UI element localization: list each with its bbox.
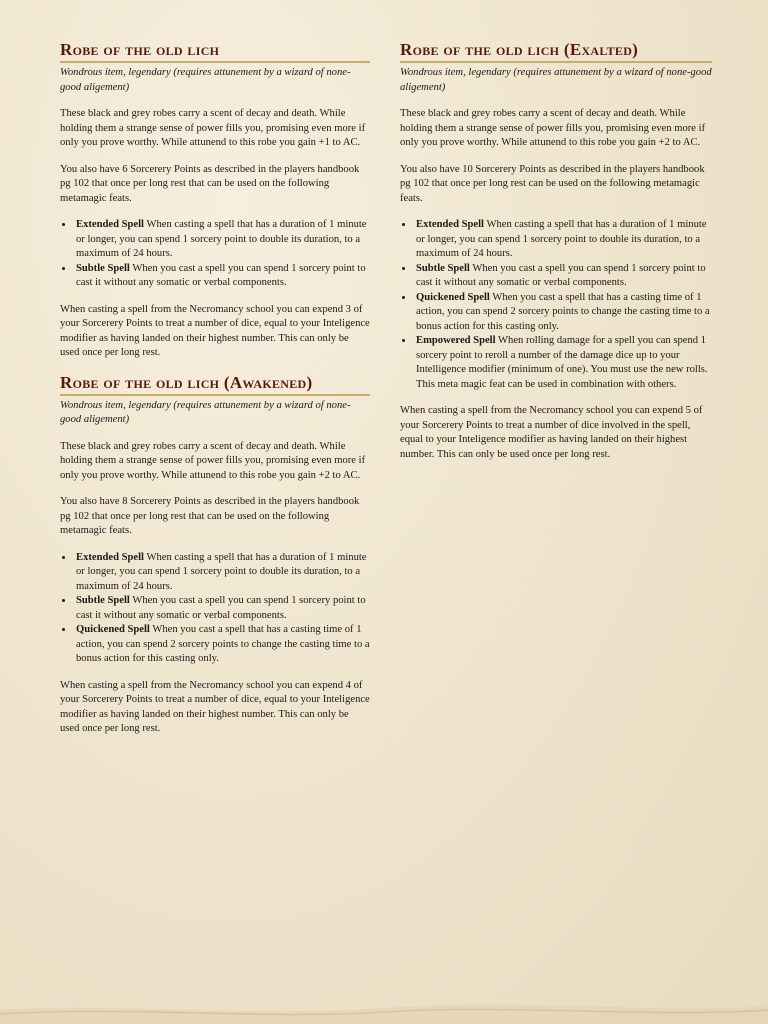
- feat-text: When you cast a spell you can spend 1 sorcery point to cast it without any somatic or verbal components.: [416, 262, 706, 288]
- feat-text: When casting a spell that has a duration of 1 minute or longer, you can spend 1 sorcery point to double its duration, to a maximum of 24 hours.: [76, 219, 367, 259]
- metamagic-list: [400, 218, 712, 392]
- list-item: [74, 594, 370, 623]
- metamagic-list: [60, 218, 370, 291]
- feat-text: When casting a spell that has a duration of 1 minute or longer, you can spend 1 sorcery point to double its duration, to a maximum of 24 hours.: [76, 551, 367, 592]
- list-item: [414, 291, 712, 335]
- item-subtitle: Wondrous item, legendary (requires attunement by a wizard of none-good aligement): [60, 67, 351, 93]
- item-title: Robe of the old lich (Awakened): [60, 373, 370, 396]
- item-robe-of-the-old-lich: [60, 40, 370, 361]
- item-title: Robe of the old lich: [60, 40, 370, 63]
- feat-name: Empowered Spell: [416, 335, 496, 346]
- feat-name: Quickened Spell: [416, 291, 490, 303]
- right-column: [400, 40, 712, 474]
- item-subtitle: Wondrous item, legendary (requires attunement by a wizard of none-good aligement): [60, 399, 351, 425]
- feat-name: Extended Spell: [416, 219, 484, 230]
- feat-text: When you cast a spell that has a casting time of 1 action, you can spend 2 sorcery points to change the casting time to a bonus action for this casting only.: [76, 624, 370, 664]
- list-item: [74, 218, 370, 262]
- item-description: These black and grey robes carry a scent of decay and death. While holding them a strange sense of power fills you, promising even more if only you prove worthy. While attunend to this robe you gain +1 to AC.: [60, 108, 366, 148]
- sorcery-points-text: You also have 8 Sorcerery Points as described in the players handbook pg 102 that once per long rest that can be used on the following metamagic feats.: [60, 496, 360, 536]
- item-description: These black and grey robes carry a scent of decay and death. While holding them a strange sense of power fills you, promising even more if only you prove worthy. While attunend to this robe you gain +2 to AC.: [60, 440, 366, 481]
- item-subtitle: Wondrous item, legendary (requires attunement by a wizard of none-good aligement): [400, 67, 712, 93]
- feat-name: Subtle Spell: [76, 595, 130, 606]
- sorcery-points-text: You also have 10 Sorcerery Points as described in the players handbook pg 102 that once per long rest can be used on the following metamagic feats.: [400, 163, 705, 204]
- feat-text: When casting a spell that has a duration of 1 minute or longer, you can spend 1 sorcery point to double its duration, to a maximum of 24 hours.: [416, 219, 707, 259]
- left-column: [60, 40, 370, 749]
- feat-text: When you cast a spell that has a casting time of 1 action, you can spend 2 sorcery points to change the casting time to a bonus action for this casting only.: [416, 291, 710, 332]
- feat-name: Subtle Spell: [416, 262, 470, 274]
- list-item: [74, 623, 370, 667]
- necromancy-text: When casting a spell from the Necromancy school you can expend 5 of your Sorcerery Points to treat a number of dice involved in the spell, equal to your Inteligence modifier as having landed on their highest number. This can only be used once per long rest.: [400, 405, 703, 460]
- necromancy-text: When casting a spell from the Necromancy school you can expend 4 of your Sorcerery Points to treat a number of dice, equal to your Inteligence modifier as having landed on their highest number. This can only be used once per long rest.: [60, 679, 370, 734]
- item-robe-awakened: [60, 373, 370, 737]
- list-item: [74, 262, 370, 291]
- sorcery-points-text: You also have 6 Sorcerery Points as described in the players handbook pg 102 that once per long rest that can be used on the following metamagic feats.: [60, 163, 360, 204]
- feat-name: Quickened Spell: [76, 624, 150, 635]
- page-footer-decoration: [0, 984, 768, 1024]
- feat-text: When you cast a spell you can spend 1 sorcery point to cast it without any somatic or verbal components.: [76, 262, 366, 288]
- feat-name: Extended Spell: [76, 551, 144, 563]
- feat-name: Subtle Spell: [76, 262, 130, 274]
- item-robe-exalted: [400, 40, 712, 462]
- metamagic-list: [60, 551, 370, 667]
- feat-text: When rolling damage for a spell you can spend 1 sorcery point to reroll a number of the damage dice up to your Intelligence modifier (minimum of one). You must use the new rolls. This meta magic feat can be used in combination with others.: [416, 335, 708, 390]
- item-title: Robe of the old lich (Exalted): [400, 40, 712, 63]
- feat-text: When you cast a spell you can spend 1 sorcery point to cast it without any somatic or verbal components.: [76, 595, 366, 621]
- list-item: [414, 262, 712, 291]
- feat-name: Extended Spell: [76, 219, 144, 230]
- list-item: [414, 218, 712, 262]
- necromancy-text: When casting a spell from the Necromancy school you can expend 3 of your Sorcerery Points to treat a number of dice, equal to your Inteligence modifier as having landed on their highest number. This can only be used once per long rest.: [60, 303, 370, 358]
- item-description: These black and grey robes carry a scent of decay and death. While holding them a strange sense of power fills you, promising even more if only you prove worthy. While attunend to this robe you gain +2 to AC.: [400, 108, 706, 148]
- list-item: [414, 334, 712, 392]
- list-item: [74, 551, 370, 595]
